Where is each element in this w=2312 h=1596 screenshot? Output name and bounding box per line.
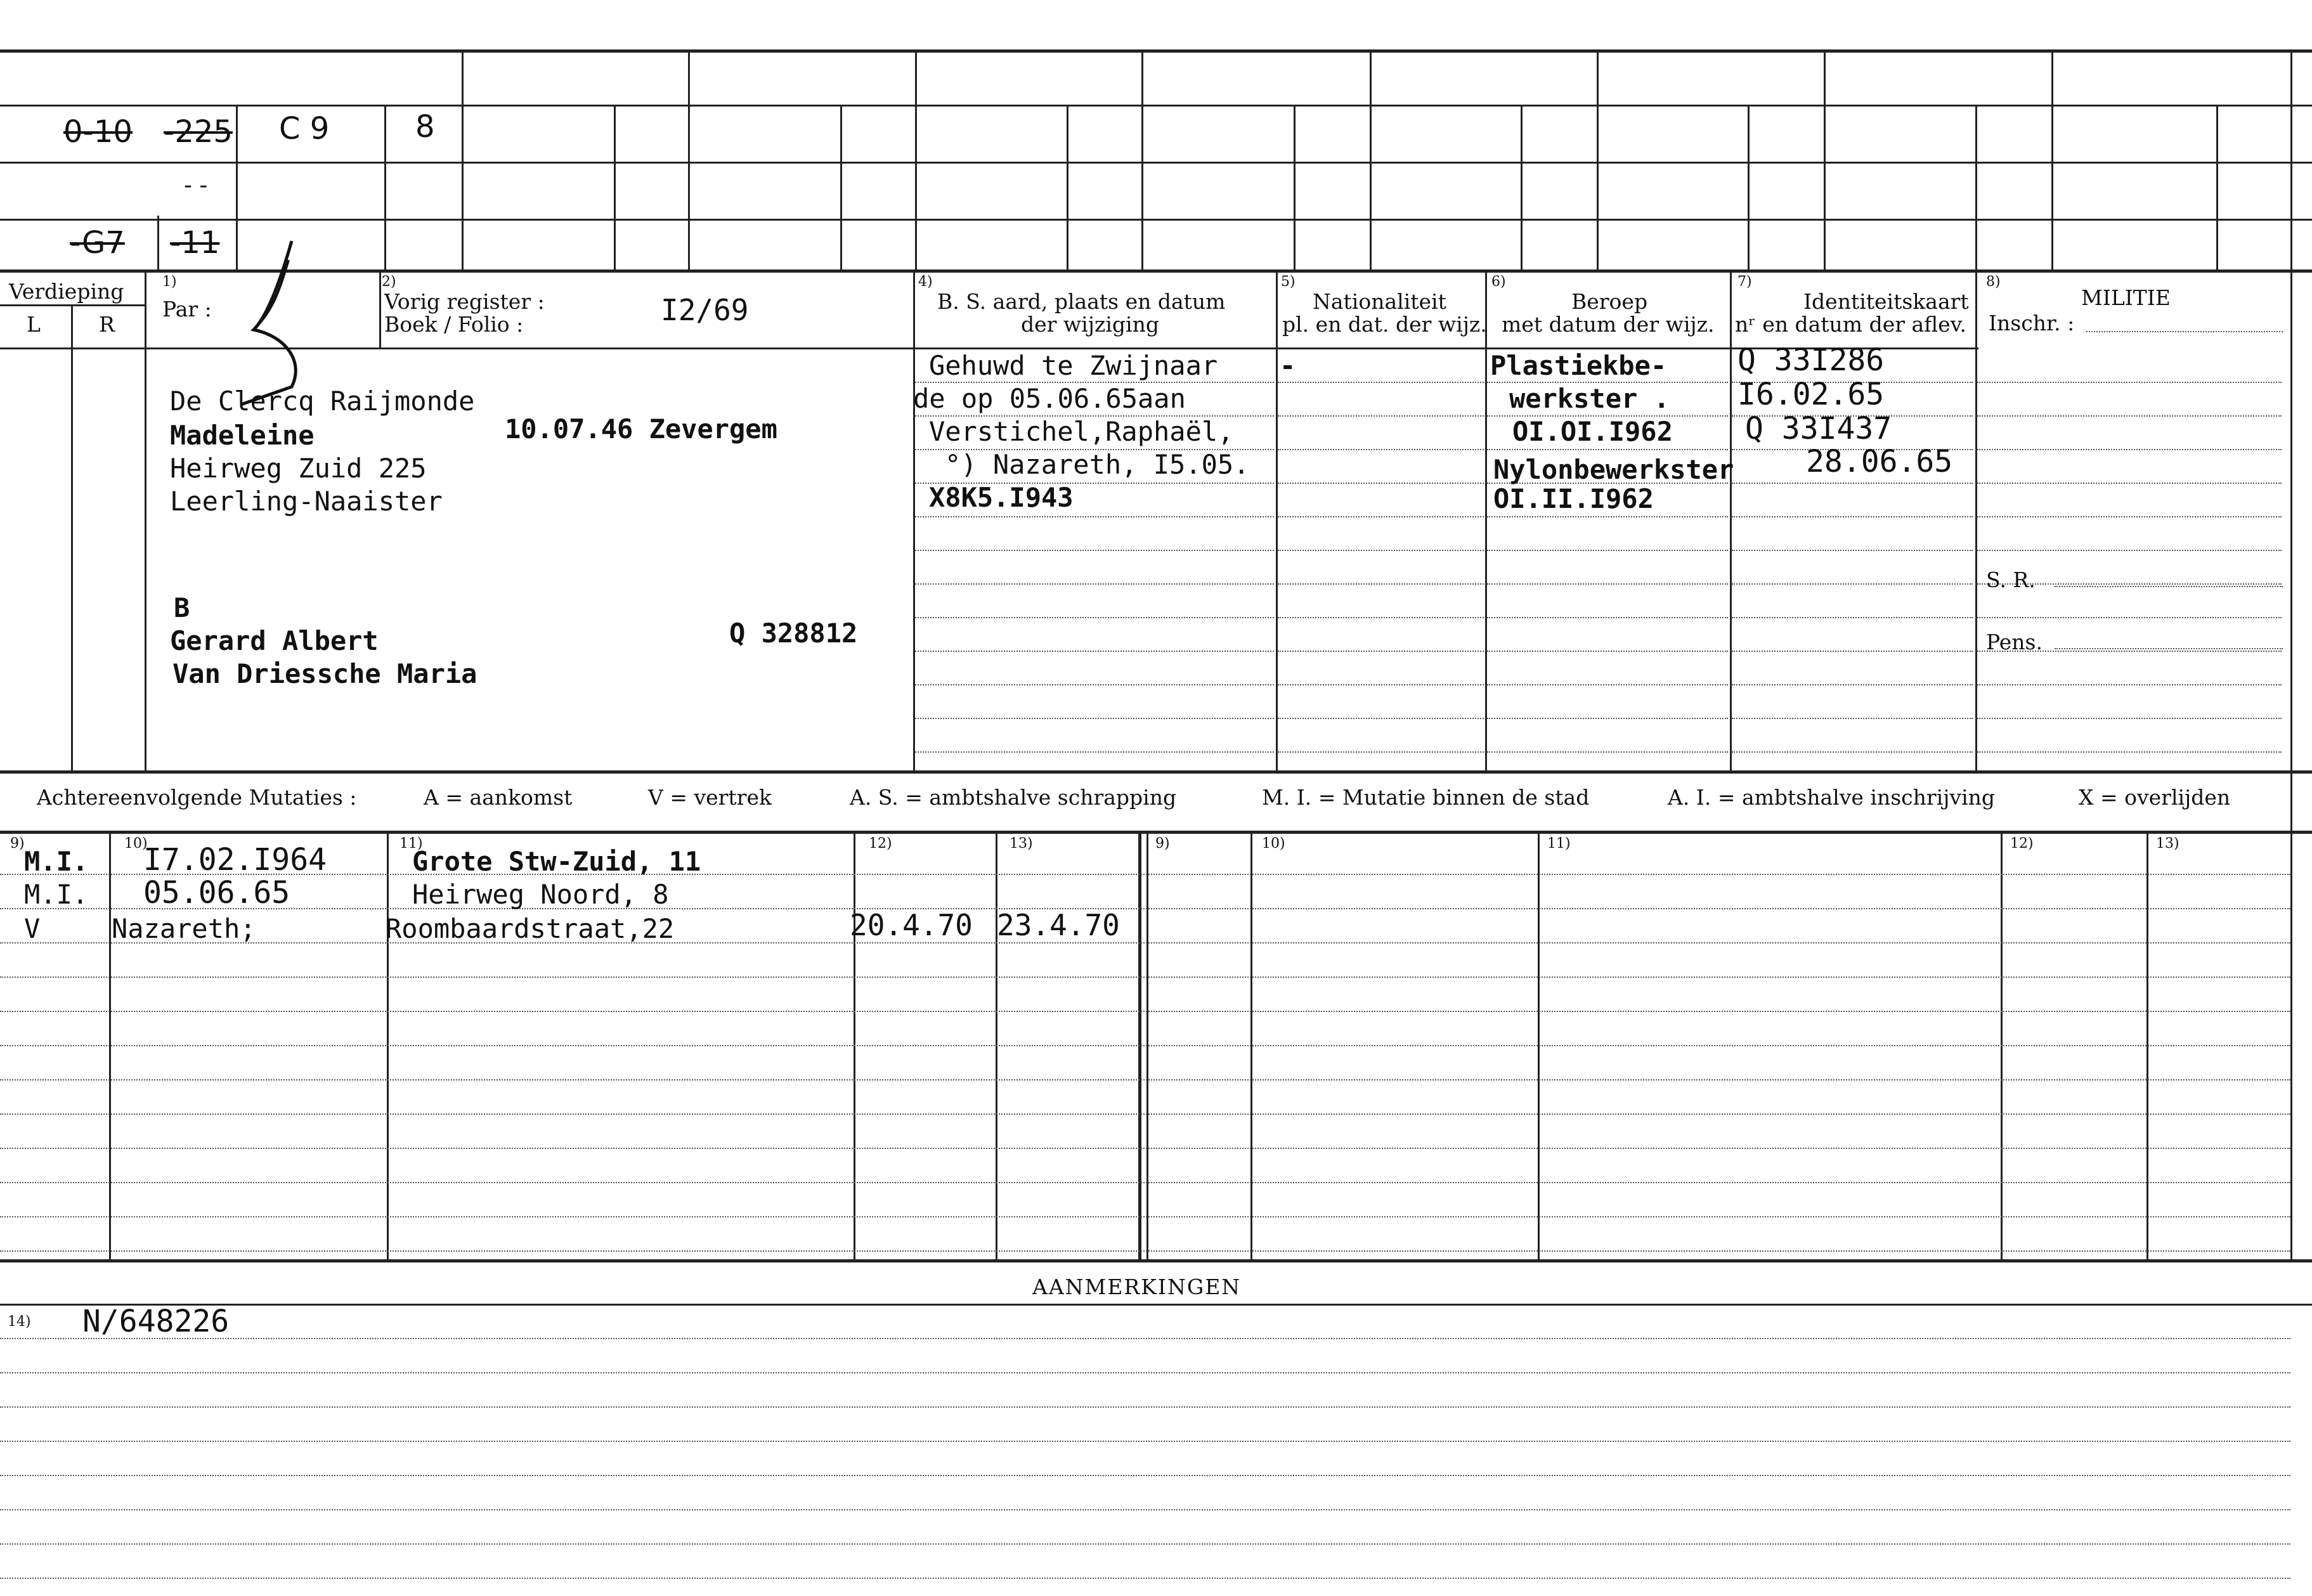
identiteitskaart-header-line1: Identiteitskaart xyxy=(1803,289,1969,314)
dotted-rule xyxy=(1732,684,1973,685)
aanmerkingen-divider xyxy=(0,1304,2312,1306)
mutaties-col-number: 11) xyxy=(1547,836,1571,852)
top-cell: -11 xyxy=(170,225,220,261)
mutaties-col-number: 9) xyxy=(1155,836,1170,852)
dotted-rule xyxy=(1278,684,1484,685)
inschr-dotted-line xyxy=(2086,331,2283,332)
legend-mutatie-binnen-stad: M. I. = Mutatie binnen de stad xyxy=(1262,785,1590,810)
dotted-rule xyxy=(1977,684,2282,685)
dotted-rule xyxy=(1732,751,1973,753)
person-name: De Clercq Raijmonde xyxy=(170,386,475,417)
field-number: 6) xyxy=(1491,274,1506,290)
dotted-rule xyxy=(1732,483,1973,484)
dotted-rule xyxy=(0,1441,2290,1442)
grid-line xyxy=(614,105,616,271)
dotted-rule xyxy=(915,718,1274,719)
person-occupation: Leerling-Naaister xyxy=(170,486,443,517)
bs-entry: Verstichel,Raphaël, xyxy=(929,416,1234,447)
bs-entry: °) Nazareth, I5.05. xyxy=(945,449,1250,480)
dotted-rule xyxy=(1977,751,2282,753)
dotted-rule xyxy=(0,1148,2290,1149)
top-cell: 8 xyxy=(415,109,435,145)
legend-ambtshalve-schrapping: A. S. = ambtshalve schrapping xyxy=(850,785,1177,810)
beroep-header-line2: met datum der wijz. xyxy=(1502,312,1715,337)
dotted-rule xyxy=(915,684,1274,685)
grid-line xyxy=(1067,105,1068,271)
identiteitskaart-header-line2: nʳ en datum der aflev. xyxy=(1735,312,1966,337)
bs-entry: Gehuwd te Zwijnaar xyxy=(929,350,1218,381)
mutatie-date: Nazareth; xyxy=(112,913,256,944)
mutatie-address: Heirweg Noord, 8 xyxy=(412,879,669,910)
aanmerkingen-title: AANMERKINGEN xyxy=(1032,1275,1242,1299)
dotted-rule xyxy=(0,1216,2290,1217)
col-line xyxy=(71,304,73,770)
grid-line xyxy=(2051,49,2053,271)
dotted-rule xyxy=(1977,415,2282,417)
legend-aankomst: A = aankomst xyxy=(424,785,573,810)
dotted-rule xyxy=(1278,516,1484,517)
dotted-rule xyxy=(915,651,1274,652)
nationaliteit-header-line2: pl. en dat. der wijz. xyxy=(1282,312,1487,337)
register-value: I2/69 xyxy=(661,293,749,327)
field-number: 4) xyxy=(918,274,933,290)
grid-line xyxy=(0,219,2312,221)
id-entry: I6.02.65 xyxy=(1737,377,1885,412)
grid-line xyxy=(157,216,159,271)
field-number: 8) xyxy=(1986,274,2001,290)
field-number: 2) xyxy=(382,274,396,290)
dotted-rule xyxy=(915,583,1274,585)
dotted-rule xyxy=(0,1372,2290,1373)
grid-line xyxy=(1824,49,1826,271)
person-first-name: Madeleine xyxy=(170,420,315,451)
dotted-rule xyxy=(915,550,1274,551)
mutaties-col-number: 10) xyxy=(1262,836,1285,852)
dotted-rule xyxy=(1487,651,1728,652)
dotted-rule xyxy=(1487,449,1728,450)
grid-line xyxy=(1141,49,1143,271)
person-section: B xyxy=(174,592,190,623)
dotted-rule xyxy=(0,1338,2290,1339)
militie-header: MILITIE xyxy=(2081,285,2171,310)
dotted-rule xyxy=(915,617,1274,618)
vorig-register-label: Vorig register : xyxy=(384,289,545,314)
grid-line xyxy=(915,49,917,271)
dotted-rule xyxy=(1732,550,1973,551)
dotted-rule xyxy=(0,1509,2290,1510)
dotted-rule xyxy=(1487,516,1728,517)
dotted-rule xyxy=(0,1079,2290,1080)
inschr-label: Inschr. : xyxy=(1989,311,2075,335)
grid-line xyxy=(1521,105,1523,271)
dotted-rule xyxy=(1732,583,1973,585)
dotted-rule xyxy=(1278,651,1484,652)
aanmerkingen-value: N/648226 xyxy=(82,1304,230,1339)
person-father: Gerard Albert xyxy=(170,625,379,656)
bs-header-line1: B. S. aard, plaats en datum xyxy=(937,289,1226,314)
col-line xyxy=(1730,271,1732,770)
col-line xyxy=(145,271,146,770)
mutatie-date: I7.02.I964 xyxy=(143,842,327,878)
dotted-rule xyxy=(1278,751,1484,753)
dotted-rule xyxy=(1732,651,1973,652)
bs-header-line2: der wijziging xyxy=(1021,312,1159,337)
top-cell: -225 xyxy=(164,114,233,150)
dotted-rule xyxy=(1977,550,2282,551)
dotted-rule xyxy=(0,1578,2290,1579)
beroep-entry: Plastiekbe- xyxy=(1490,350,1667,381)
id-entry: Q 33I437 xyxy=(1745,411,1892,446)
mutatie-address: Roombaardstraat,22 xyxy=(386,913,675,944)
grid-line xyxy=(1975,105,1977,271)
grid-line xyxy=(688,49,690,271)
dotted-rule xyxy=(0,1045,2290,1046)
mutatie-date: 05.06.65 xyxy=(143,875,290,911)
col-line xyxy=(379,271,381,347)
dotted-rule xyxy=(1732,617,1973,618)
dotted-rule xyxy=(0,1475,2290,1476)
top-border xyxy=(0,49,2312,53)
beroep-entry: Nylonbewerkster xyxy=(1493,454,1734,485)
top-cell: C 9 xyxy=(279,111,330,146)
field-number: 5) xyxy=(1281,274,1296,290)
dotted-rule xyxy=(1278,718,1484,719)
dotted-rule xyxy=(1977,382,2282,383)
mutaties-col-number: 13) xyxy=(1010,836,1033,852)
dotted-rule xyxy=(1278,449,1484,450)
nationaliteit-header-line1: Nationaliteit xyxy=(1313,289,1446,314)
col-line xyxy=(1276,271,1278,770)
dotted-rule xyxy=(0,874,2290,875)
top-cell: - - xyxy=(184,172,208,198)
id-entry: Q 33I286 xyxy=(1737,342,1885,378)
top-cell: -G7 xyxy=(70,225,125,261)
dotted-rule xyxy=(1732,516,1973,517)
mutaties-bottom-border xyxy=(0,1259,2312,1262)
nationaliteit-value: - xyxy=(1280,350,1296,381)
mutaties-col-number: 12) xyxy=(2010,836,2034,852)
dotted-rule xyxy=(1278,550,1484,551)
grid-line xyxy=(840,105,842,271)
mutaties-col-number: 9) xyxy=(10,836,25,852)
dotted-rule xyxy=(0,1113,2290,1115)
mutaties-top-border xyxy=(0,831,2312,834)
dotted-rule xyxy=(0,1182,2290,1183)
dotted-rule xyxy=(1977,516,2282,517)
dotted-rule xyxy=(1278,415,1484,417)
pens-label: Pens. xyxy=(1986,630,2042,654)
person-id-number: Q 328812 xyxy=(729,618,858,649)
mutatie-col13: 23.4.70 xyxy=(997,908,1120,942)
dotted-rule xyxy=(1487,718,1728,719)
dotted-rule xyxy=(1977,718,2282,719)
beroep-entry: werkster . xyxy=(1509,383,1670,414)
mutatie-address: Grote Stw-Zuid, 11 xyxy=(412,846,701,877)
dotted-rule xyxy=(1278,583,1484,585)
mutatie-type: M.I. xyxy=(24,879,89,910)
sr-dotted-line xyxy=(2055,586,2283,587)
grid-line xyxy=(1748,105,1750,271)
pens-dotted-line xyxy=(2055,648,2283,649)
par-handwritten-mark xyxy=(228,235,330,406)
bs-entry: de op 05.06.65aan xyxy=(913,383,1186,414)
verdieping-l: L xyxy=(27,312,41,337)
mutatie-type: V xyxy=(24,913,41,944)
boek-folio-label: Boek / Folio : xyxy=(384,312,524,337)
legend-overlijden: X = overlijden xyxy=(2079,785,2231,810)
dotted-rule xyxy=(1278,617,1484,618)
dotted-rule xyxy=(1977,617,2282,618)
person-mother: Van Driessche Maria xyxy=(172,658,477,689)
dotted-rule xyxy=(0,1543,2290,1545)
grid-line xyxy=(1294,105,1296,271)
dotted-rule xyxy=(915,516,1274,517)
main-bottom-border xyxy=(0,770,2312,774)
beroep-entry: OI.II.I962 xyxy=(1493,483,1654,514)
dotted-rule xyxy=(0,976,2290,978)
header-top-border xyxy=(0,269,2312,273)
field-number: 1) xyxy=(162,274,177,290)
dotted-rule xyxy=(1278,483,1484,484)
grid-line xyxy=(1597,49,1599,271)
grid-line xyxy=(2216,105,2218,271)
grid-line xyxy=(384,105,386,271)
person-address: Heirweg Zuid 225 xyxy=(170,453,427,484)
dotted-rule xyxy=(0,1250,2290,1252)
beroep-header-line1: Beroep xyxy=(1571,289,1648,314)
dotted-rule xyxy=(1977,483,2282,484)
mutaties-col-number: 10) xyxy=(124,836,148,852)
person-birth: 10.07.46 Zevergem xyxy=(505,413,777,444)
mutaties-col-number: 11) xyxy=(399,836,423,852)
dotted-rule xyxy=(1487,550,1728,551)
dotted-rule xyxy=(915,751,1274,753)
id-entry: 28.06.65 xyxy=(1806,444,1953,479)
verdieping-r: R xyxy=(99,312,115,337)
top-cell: 0-10 xyxy=(63,114,133,150)
legend-vertrek: V = vertrek xyxy=(648,785,772,810)
col-line xyxy=(1975,271,1977,770)
dotted-rule xyxy=(0,942,2290,944)
dotted-rule xyxy=(1487,751,1728,753)
bs-entry: X8K5.I943 xyxy=(929,482,1074,513)
grid-line xyxy=(0,162,2312,164)
grid-line xyxy=(0,105,2312,107)
dotted-rule xyxy=(1487,684,1728,685)
col-line xyxy=(1485,271,1487,770)
dotted-rule xyxy=(1487,583,1728,585)
mutatie-type: M.I. xyxy=(24,846,89,877)
dotted-rule xyxy=(0,1406,2290,1408)
dotted-rule xyxy=(0,908,2290,909)
verdieping-label: Verdieping xyxy=(9,279,124,304)
dotted-rule xyxy=(1977,449,2282,450)
dotted-rule xyxy=(1732,718,1973,719)
beroep-entry: OI.OI.I962 xyxy=(1512,416,1673,447)
mutatie-col12: 20.4.70 xyxy=(850,908,973,942)
par-label: Par : xyxy=(162,297,212,321)
mutaties-col-number: 12) xyxy=(869,836,892,852)
dotted-rule xyxy=(1487,617,1728,618)
mutaties-title: Achtereenvolgende Mutaties : xyxy=(37,785,357,810)
dotted-rule xyxy=(1278,382,1484,383)
right-border xyxy=(2290,49,2292,1261)
legend-ambtshalve-inschrijving: A. I. = ambtshalve inschrijving xyxy=(1668,785,1996,810)
field-number: 7) xyxy=(1737,274,1752,290)
grid-line xyxy=(462,49,464,271)
dotted-rule xyxy=(0,1011,2290,1012)
mutaties-col-number: 13) xyxy=(2156,836,2179,852)
col-line xyxy=(913,271,915,770)
aanmerkingen-number: 14) xyxy=(8,1314,31,1330)
sr-label: S. R. xyxy=(1986,568,2036,592)
grid-line xyxy=(1370,49,1372,271)
